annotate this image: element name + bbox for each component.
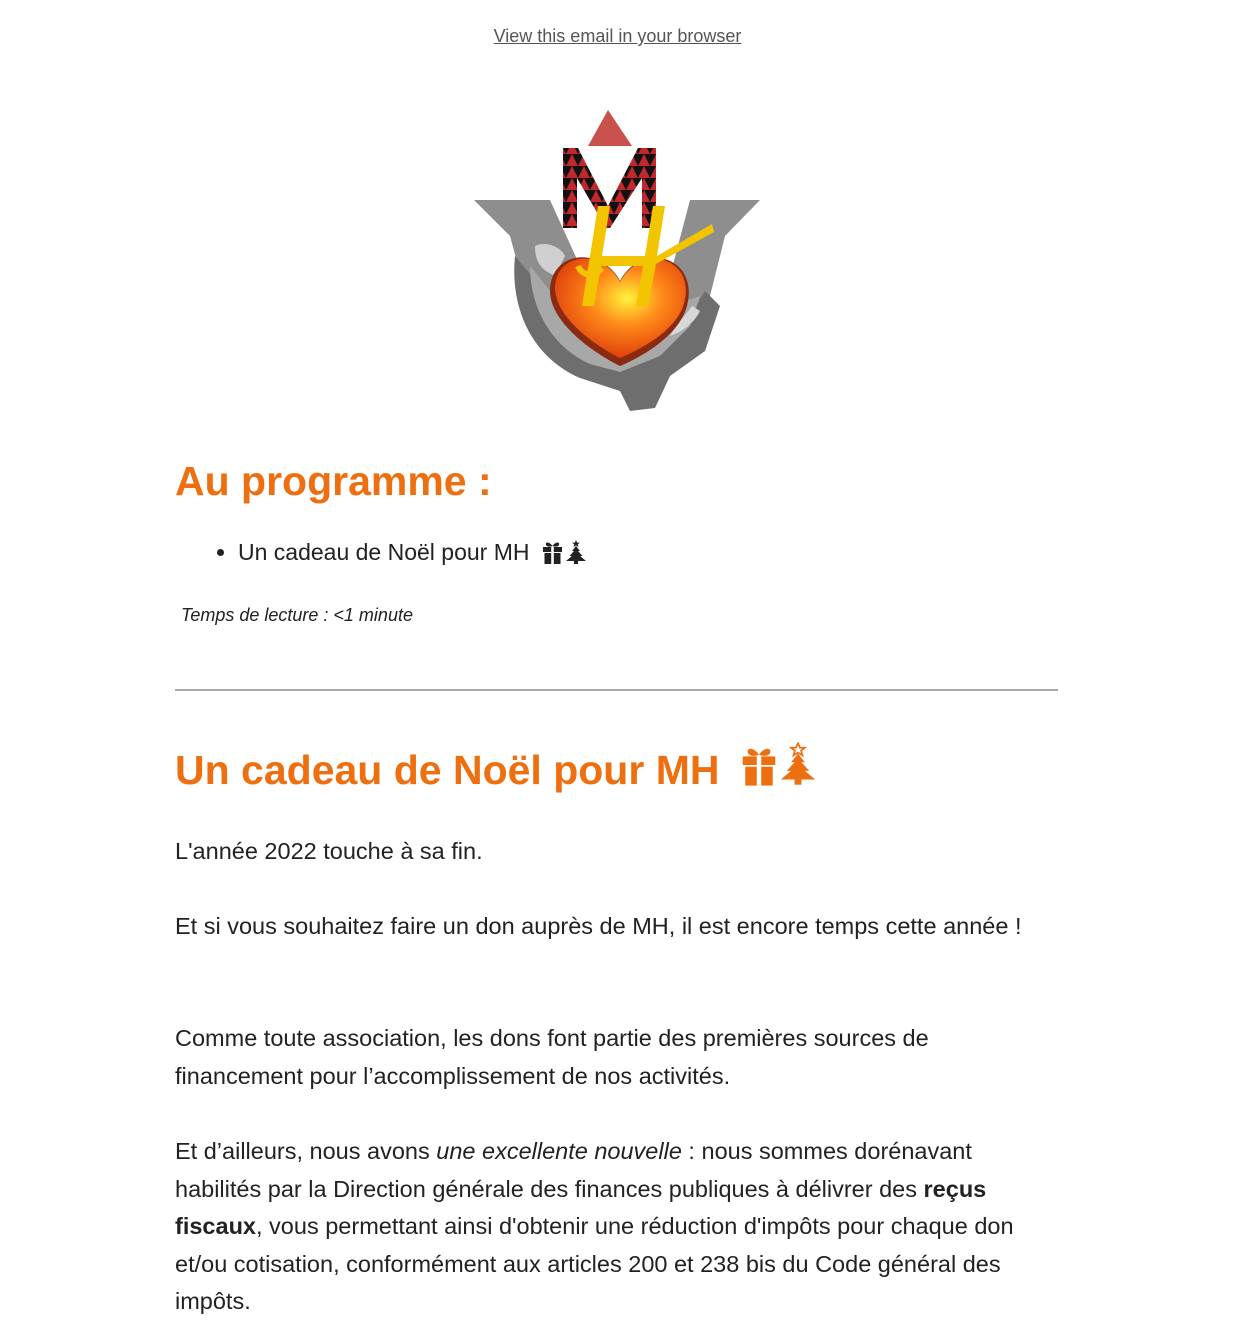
paragraph-funding: Comme toute association, les dons font partie des premières sources de financement pour l’accomplissement de nos activités. <box>175 1025 929 1089</box>
emphasis-text: une excellente nouvelle <box>436 1138 682 1164</box>
paragraph-text: : nous sommes dorénavant habilités par la Direction générale des finances publiques à délivrer des <box>175 1138 972 1202</box>
christmas-tree-icon <box>779 742 817 796</box>
article-title <box>175 742 817 796</box>
reading-time: Temps de lecture : <1 minute <box>181 605 413 625</box>
article-title-text: Un cadeau de Noël pour MH <box>175 747 720 793</box>
paragraph-text: , vous permettant ainsi d'obtenir une réduction d'impôts pour chaque don et/ou cotisation, conformément aux articles 200 et 238 bis du Code général des impôts. <box>175 1213 1014 1314</box>
list-item <box>238 533 587 575</box>
paragraph-text: Et d’ailleurs, nous avons <box>175 1138 437 1164</box>
section-divider <box>175 689 1058 691</box>
programme-title: Au programme : <box>175 458 492 504</box>
christmas-tree-icon <box>565 537 587 575</box>
paragraph-tax-receipts <box>175 1133 1060 1321</box>
mh-logo <box>470 106 765 416</box>
programme-item-label: Un cadeau de Noël pour MH <box>238 539 530 565</box>
gift-icon <box>741 744 777 796</box>
view-in-browser-link[interactable]: View this email in your browser <box>493 26 742 46</box>
gift-icon <box>542 537 563 575</box>
paragraph-donation: Et si vous souhaitez faire un don auprès de MH, il est encore temps cette année ! <box>175 913 1022 939</box>
paragraph-year-end: L'année 2022 touche à sa fin. <box>175 838 483 864</box>
strong-text: reçus fiscaux <box>175 1175 987 1239</box>
programme-list <box>175 533 587 575</box>
